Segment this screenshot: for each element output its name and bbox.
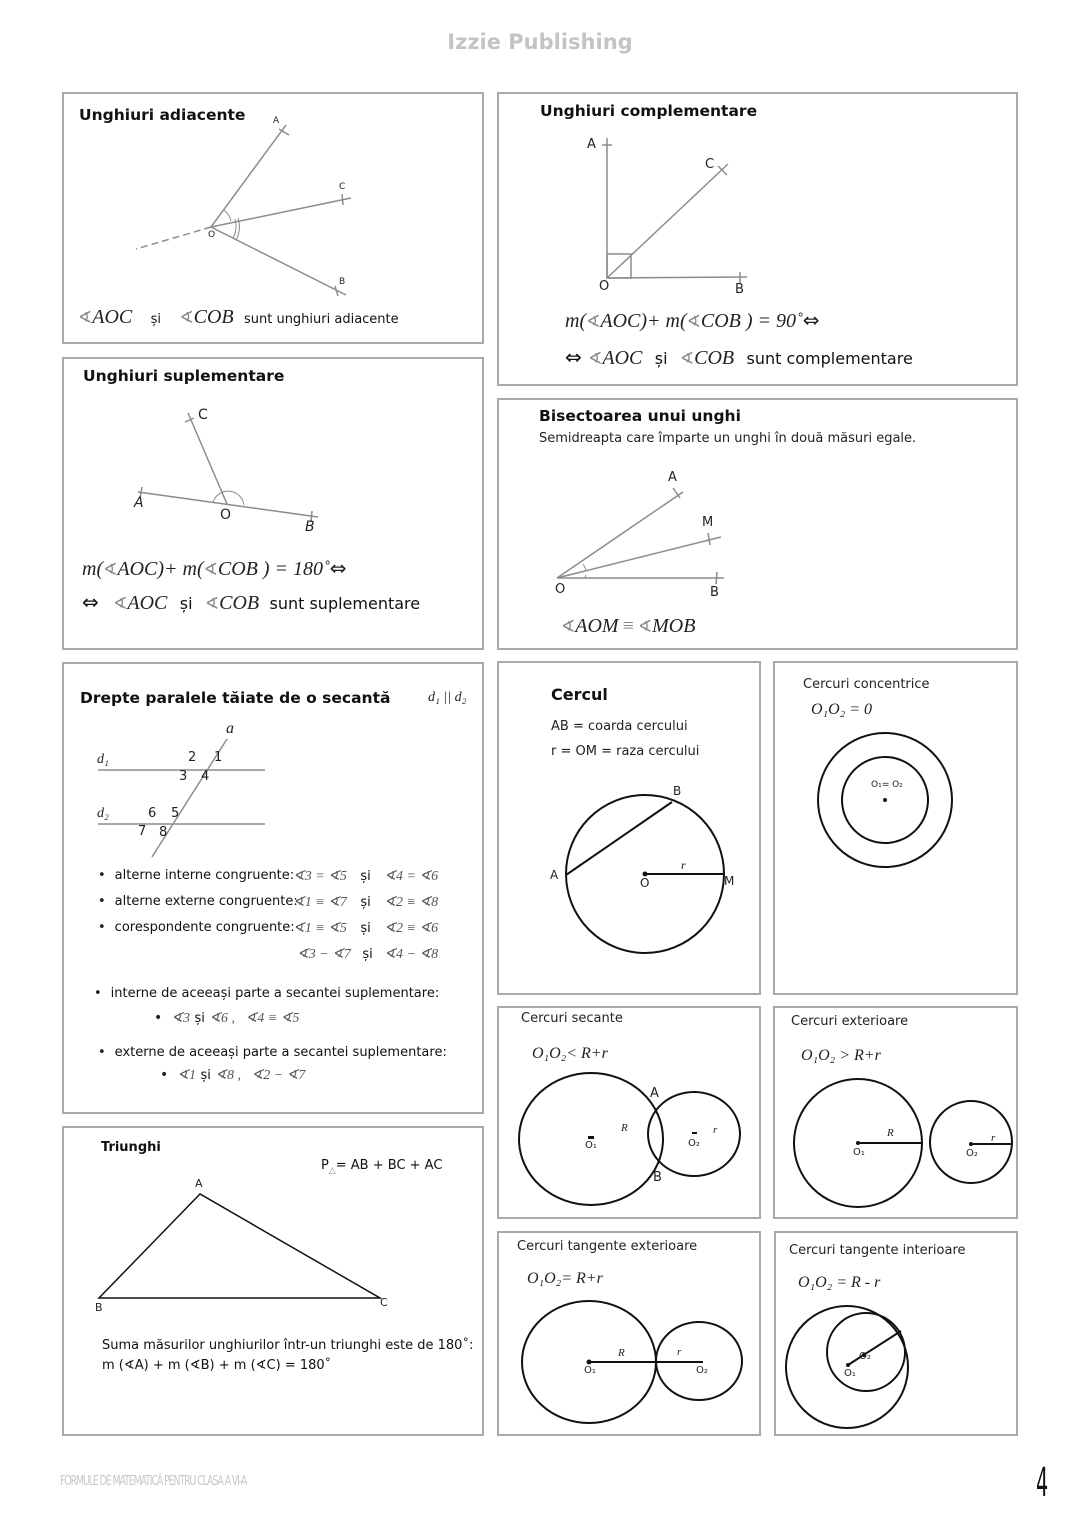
line-d2-label: d₂ [97, 806, 109, 821]
radius-r-label: r [681, 858, 686, 872]
bisector-formula [561, 615, 695, 638]
center-label: O₁= O₂ [871, 780, 903, 790]
radius-big-label: R [618, 1347, 625, 1359]
angle-icon: ∢ [637, 617, 653, 636]
center-o2-label: O₂ [696, 1365, 708, 1376]
angle-6-label: 6 [148, 806, 157, 821]
radius-small-label: r [677, 1346, 682, 1358]
point-o-label: O [220, 507, 232, 523]
triangle-icon: △ [328, 1166, 336, 1176]
adjacent-formula [78, 304, 399, 329]
angle-icon: ∢ [679, 349, 695, 368]
rule-expr-row [293, 894, 438, 911]
vertex-a-label: A [195, 1177, 203, 1190]
rule-expr: ∢2 ≡ ∢6 [384, 921, 439, 936]
section-concentric-circles [773, 661, 1018, 995]
rule-expr: ∢4 − ∢8 [384, 947, 439, 962]
point-a-label: A [134, 495, 144, 511]
interior-same-side-rule [94, 986, 439, 1001]
angle-icon: ∢ [203, 560, 218, 579]
section-title: Cercuri tangente exterioare [517, 1239, 698, 1254]
vertex-c-label: C [380, 1296, 388, 1309]
secant-circles-diagram [499, 1008, 763, 1221]
section-parallel-lines [62, 662, 484, 1114]
measure-open: m( [565, 310, 587, 332]
radius-big-label: R [887, 1127, 894, 1139]
section-supplementary-angles [62, 357, 484, 650]
radius-small-label: r [991, 1132, 996, 1144]
and-text: și [360, 869, 371, 884]
point-a-label: A [273, 116, 280, 126]
center-o2-label: O₂ [966, 1148, 978, 1159]
rule-expr: ∢3 [171, 1011, 190, 1026]
angle-icon: ∢ [103, 560, 118, 579]
angle-3-label: 3 [179, 769, 188, 784]
section-circle [497, 661, 761, 995]
section-external-tangent-circles [497, 1231, 761, 1436]
angle-cob: COB [193, 306, 234, 328]
point-o-label: O [555, 582, 566, 597]
exterior-circles-diagram [775, 1008, 1020, 1221]
center-o1-label: O₁ [585, 1140, 597, 1151]
section-complementary-angles [497, 92, 1018, 386]
plus-measure: )+ m( [157, 558, 204, 580]
description-text: sunt suplementare [269, 594, 421, 613]
concentric-circles-diagram [775, 663, 1020, 997]
angle-4-label: 4 [201, 769, 210, 784]
angle-cob: COB [694, 347, 735, 369]
perimeter-symbol: P [321, 1158, 329, 1173]
radius-definition: r = OM = raza cercului [551, 744, 700, 759]
angle-icon: ∢ [113, 594, 128, 613]
circle-diagram [499, 663, 763, 997]
angle-aoc: AOC [600, 310, 641, 332]
rule-expr: ∢1 ≡ ∢7 [293, 895, 347, 910]
intersection-b-label: B [653, 1170, 662, 1185]
angle-icon: ∢ [78, 308, 93, 327]
and-text: și [179, 594, 193, 613]
angle-icon: ∢ [179, 308, 194, 327]
section-title: Cercul [551, 685, 608, 704]
angle-aoc: AOC [117, 558, 158, 580]
angle-cob: COB [217, 558, 258, 580]
rule-expr: ∢2 ≡ ∢8 [384, 895, 439, 910]
point-o-label: O [640, 876, 650, 890]
rule-expr: ∢3 = ∢5 [293, 869, 347, 884]
section-title: Drepte paralele tăiate de o secantă [80, 689, 391, 707]
external-tangent-circles-diagram [499, 1233, 763, 1438]
point-b-label: B [673, 784, 682, 798]
equals-90: ) = 90˚ [740, 310, 803, 332]
angle-2-label: 2 [188, 750, 197, 765]
internal-tangent-formula: O₁O₂ = R - r [798, 1274, 881, 1291]
measure-open: m( [82, 558, 104, 580]
point-c-label: C [705, 157, 715, 172]
rule-label: • alterne interne congruente: [98, 868, 294, 883]
chord-definition: AB = coarda cercului [551, 719, 688, 734]
point-a-label: A [668, 470, 677, 485]
rule-label: • externe de aceeași parte a secantei suplementare: [98, 1045, 447, 1060]
section-title: Cercuri secante [521, 1011, 623, 1026]
section-title: Unghiuri complementare [540, 102, 758, 120]
angle-aoc: AOC [127, 592, 168, 614]
complementary-formula-line1 [565, 308, 819, 333]
section-title: Unghiuri adiacente [79, 106, 246, 124]
angle-7-label: 7 [138, 824, 147, 839]
and-text: și [150, 312, 161, 327]
interior-same-side-expr [154, 1010, 299, 1027]
publisher-header: Izzie Publishing [447, 30, 633, 54]
and-text: și [362, 947, 373, 962]
angle-cob: COB [219, 592, 260, 614]
perimeter-expression: = AB + BC + AC [335, 1158, 443, 1173]
complementary-angles-diagram [499, 94, 1020, 388]
intersection-a-label: A [650, 1086, 659, 1101]
rule-label: • interne de aceeași parte a secantei suplementare: [94, 986, 439, 1001]
point-c-label: C [339, 182, 346, 192]
point-b-label: B [735, 282, 744, 297]
and-text: și [200, 1068, 211, 1083]
internal-tangent-circles-diagram [776, 1233, 1020, 1438]
center-o2-label: O₂ [859, 1351, 871, 1362]
angle-aoc: AOC [602, 347, 643, 369]
triangle-diagram [64, 1128, 486, 1438]
rule-expr: ∢1 [177, 1068, 196, 1083]
section-title: Triunghi [101, 1140, 161, 1155]
point-a-label: A [587, 137, 596, 152]
supplementary-formula-line2 [82, 590, 420, 615]
center-o1-label: O₁ [844, 1368, 856, 1379]
rule-label: • alterne externe congruente: [98, 894, 298, 909]
section-internal-tangent-circles [774, 1231, 1018, 1436]
exterior-formula: O₁O₂ > R+r [801, 1047, 881, 1064]
and-text: și [654, 349, 668, 368]
angle-icon: ∢ [561, 617, 576, 636]
section-title: Cercuri exterioare [791, 1014, 909, 1029]
rule-expr-row [297, 946, 438, 963]
angle-mob: MOB [652, 615, 696, 637]
parallel-condition: d₁ || d₂ [428, 690, 467, 705]
rule-row [98, 920, 295, 935]
rule-expr: ∢4 = ∢6 [384, 869, 439, 884]
iff-icon: ⇔ [565, 345, 582, 369]
section-title: Bisectoarea unui unghi [539, 407, 741, 425]
center-o1-label: O₁ [853, 1147, 865, 1158]
rule-label: • corespondente congruente: [98, 920, 295, 935]
center-o1-label: O₁ [584, 1365, 596, 1376]
exterior-same-side-expr [160, 1067, 305, 1084]
iff-icon: ⇔ [802, 308, 820, 332]
description-text: sunt complementare [746, 349, 913, 368]
angle-cob: COB [700, 310, 741, 332]
rule-expr-row [293, 920, 438, 937]
rule-expr-row [293, 868, 438, 885]
rule-expr: ∢6 , [209, 1011, 236, 1026]
congruent-icon: ≡ [622, 615, 634, 637]
radius-small-label: r [713, 1124, 718, 1136]
rule-expr: ∢4 ≡ ∢5 [245, 1011, 300, 1026]
angle-icon: ∢ [586, 312, 601, 331]
vertex-b-label: B [95, 1301, 103, 1314]
supplementary-formula-line1 [82, 556, 346, 581]
center-o2-label: O₂ [688, 1138, 700, 1149]
rule-expr: ∢3 − ∢7 [297, 947, 351, 962]
section-angle-bisector [497, 398, 1018, 650]
and-text: și [194, 1011, 205, 1026]
point-b-label: B [339, 277, 346, 287]
iff-icon: ⇔ [329, 556, 347, 580]
section-adjacent-angles [62, 92, 484, 344]
and-text: și [360, 895, 371, 910]
angle-1-label: 1 [214, 750, 223, 765]
section-triangle [62, 1126, 484, 1436]
point-o-label: O [599, 279, 610, 294]
angle-sum-text: Suma măsurilor unghiurilor într-un triunghi este de 180˚: [102, 1338, 474, 1353]
angle-icon: ∢ [204, 594, 220, 613]
angle-aom: AOM [575, 615, 619, 637]
point-m-label: M [702, 515, 714, 530]
section-title: Cercuri concentrice [803, 677, 930, 692]
section-title: Unghiuri suplementare [83, 367, 285, 385]
line-d1-label: d₁ [97, 752, 109, 767]
section-title: Cercuri tangente interioare [789, 1243, 966, 1258]
angle-sum-formula: m (∢A) + m (∢B) + m (∢C) = 180˚ [102, 1358, 332, 1373]
equals-180: ) = 180˚ [257, 558, 330, 580]
footer-title: FORMULE DE MATEMATICĂ PENTRU CLASA A VI-A [60, 1474, 247, 1489]
angle-icon: ∢ [686, 312, 701, 331]
point-b-label: B [710, 585, 719, 600]
plus-measure: )+ m( [640, 310, 687, 332]
point-b-label: B [305, 519, 315, 535]
radius-big-label: R [621, 1122, 628, 1134]
and-text: și [360, 921, 371, 936]
section-secant-circles [497, 1006, 761, 1219]
angle-5-label: 5 [171, 806, 180, 821]
page-number: 4 [1036, 1460, 1049, 1506]
angle-aoc: AOC [92, 306, 133, 328]
point-a-label: A [550, 868, 559, 882]
angle-8-label: 8 [159, 825, 168, 840]
rule-expr: ∢1 ≡ ∢5 [293, 921, 347, 936]
secant-a-label: a [226, 720, 234, 737]
description-text: sunt unghiuri adiacente [243, 312, 399, 327]
point-m-label: M [724, 874, 735, 888]
exterior-same-side-rule [98, 1045, 447, 1060]
rule-expr: ∢8 , [215, 1068, 242, 1083]
iff-icon: ⇔ [82, 590, 99, 614]
concentric-formula: O₁O₂ = 0 [811, 701, 873, 718]
rule-expr: ∢2 − ∢7 [251, 1068, 306, 1083]
angle-icon: ∢ [588, 349, 603, 368]
section-exterior-circles [773, 1006, 1018, 1219]
complementary-formula-line2 [565, 345, 913, 370]
point-c-label: C [198, 407, 208, 423]
point-o-label: O [208, 230, 216, 240]
rule-row [98, 868, 294, 883]
secant-formula: O₁O₂< R+r [532, 1045, 608, 1062]
external-tangent-formula: O₁O₂= R+r [527, 1270, 603, 1287]
section-description: Semidreapta care împarte un unghi în două măsuri egale. [539, 431, 917, 446]
rule-row [98, 894, 298, 909]
